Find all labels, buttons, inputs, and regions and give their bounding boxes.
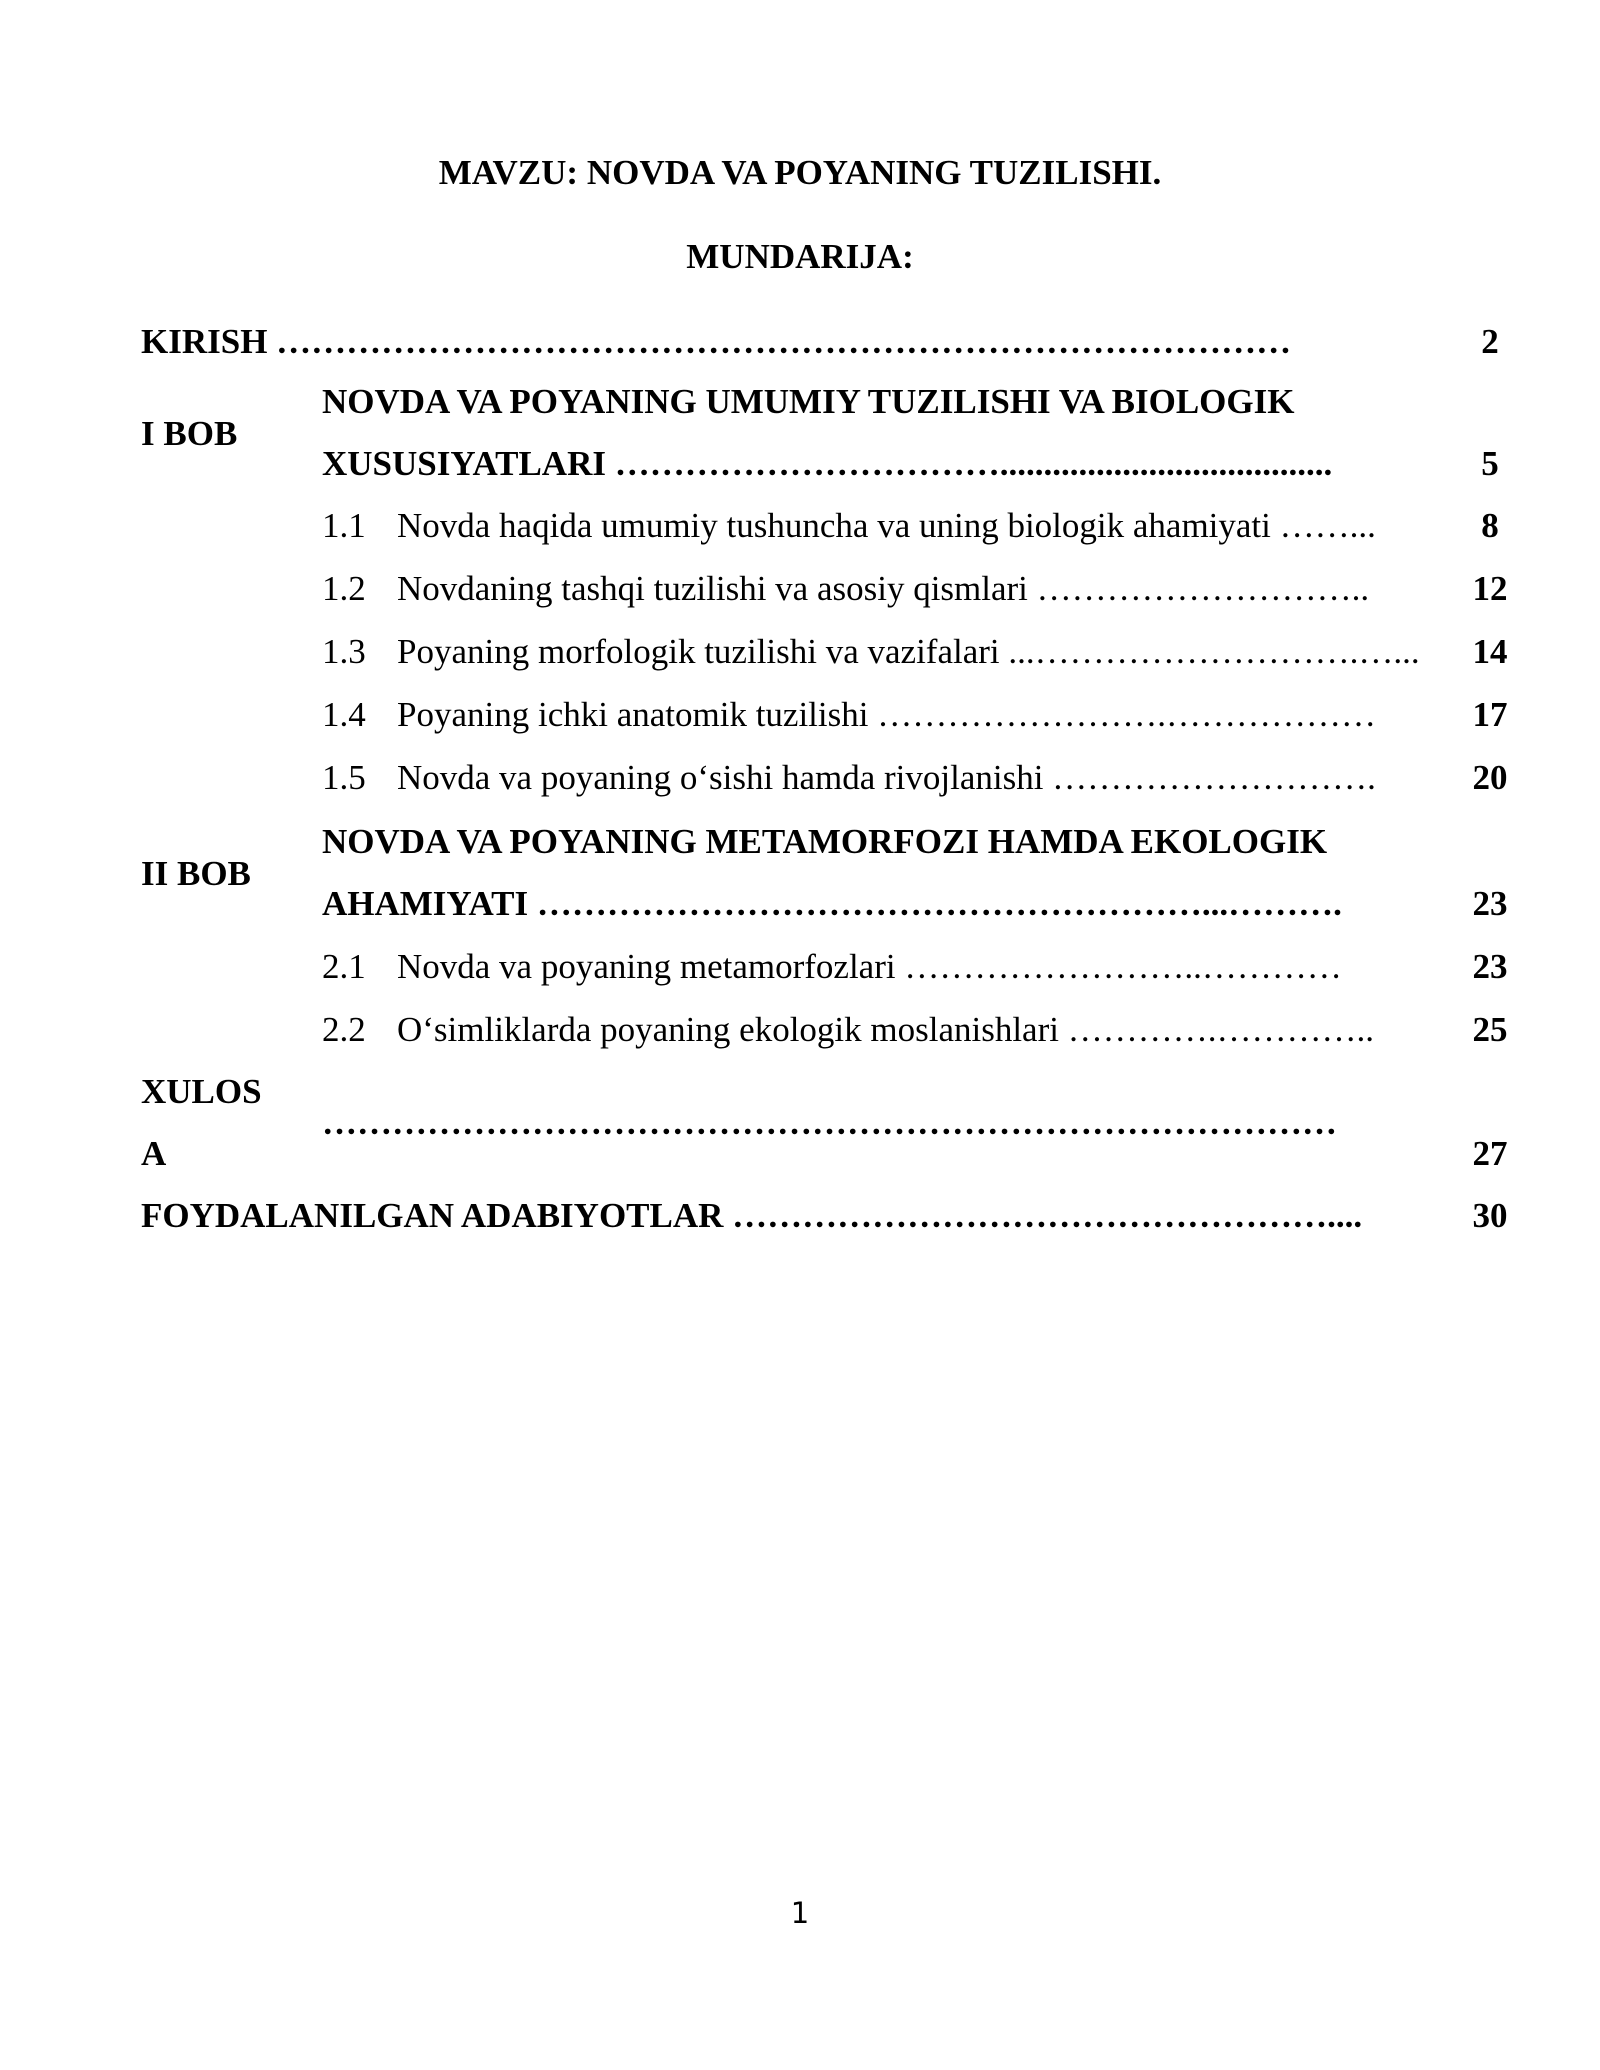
toc-entry-adabiyotlar: FOYDALANILGAN ADABIYOTLAR ……………………………………………....	[141, 1196, 1363, 1235]
toc-page-xulosa: 27	[1472, 1134, 1508, 1173]
toc-xulosa-dots: ……………………………………………………………………………	[322, 1103, 1337, 1142]
toc-subsection-page: 25	[1472, 1010, 1508, 1049]
toc-chapter-1-label: I BOB	[141, 414, 238, 453]
toc-page-chapter-2: 23	[1472, 884, 1508, 923]
toc-chapter-1-title-line2: XUSUSIYATLARI ……………………………......................................	[322, 444, 1333, 483]
document-title: MAVZU: NOVDA VA POYANING TUZILISHI.	[438, 153, 1162, 192]
toc-subsection-title: O‘simliklarda poyaning ekologik moslanishlari ………….…………..	[397, 1010, 1374, 1049]
toc-chapter-2-title-line1: NOVDA VA POYANING METAMORFOZI HAMDA EKOLOGIK	[322, 822, 1328, 861]
toc-page-adabiyotlar: 30	[1472, 1196, 1508, 1235]
toc-subsection-number: 1.3	[322, 632, 366, 671]
toc-chapter-1-title-line1: NOVDA VA POYANING UMUMIY TUZILISHI VA BIOLOGIK	[322, 382, 1295, 421]
toc-subsection-number: 1.1	[322, 506, 366, 545]
toc-xulosa-label-line1: XULOS	[141, 1072, 262, 1111]
toc-subsection-page: 17	[1472, 695, 1508, 734]
toc-subsection-number: 1.2	[322, 569, 366, 608]
toc-subsection-title: Novdaning tashqi tuzilishi va asosiy qismlari ………………………..	[397, 569, 1370, 608]
toc-subsection-page: 23	[1472, 947, 1508, 986]
toc-entry-kirish: KIRISH ……………………………………………………………………………	[141, 322, 1292, 361]
toc-subsection-page: 8	[1481, 506, 1499, 545]
toc-chapter-2-title-line2: AHAMIYATI …………………………………………………...……….	[322, 884, 1342, 923]
toc-subsection-title: Novda haqida umumiy tushuncha va uning biologik ahamiyati ……...	[397, 506, 1376, 545]
toc-subsection-title: Poyaning ichki anatomik tuzilishi …………………….………………	[397, 695, 1376, 734]
toc-subsection-page: 20	[1472, 758, 1508, 797]
toc-subsection-title: Novda va poyaning metamorfozlari ……………………..…………	[397, 947, 1342, 986]
toc-heading: MUNDARIJA:	[686, 237, 914, 276]
toc-xulosa-label-line2: A	[141, 1134, 167, 1173]
toc-page-chapter-1: 5	[1481, 444, 1499, 483]
toc-subsection-page: 14	[1472, 632, 1508, 671]
page-number: 1	[790, 1896, 810, 1930]
toc-subsection-number: 2.2	[322, 1010, 366, 1049]
toc-chapter-2-label: II BOB	[141, 854, 251, 893]
toc-subsection-number: 1.4	[322, 695, 366, 734]
toc-page-kirish: 2	[1481, 322, 1499, 361]
toc-subsection-number: 2.1	[322, 947, 366, 986]
toc-subsection-title: Poyaning morfologik tuzilishi va vazifalari ...……………………….…...	[397, 632, 1420, 671]
toc-subsection-page: 12	[1472, 569, 1508, 608]
toc-subsection-title: Novda va poyaning o‘sishi hamda rivojlanishi ……………………….	[397, 758, 1376, 797]
toc-subsection-number: 1.5	[322, 758, 366, 797]
